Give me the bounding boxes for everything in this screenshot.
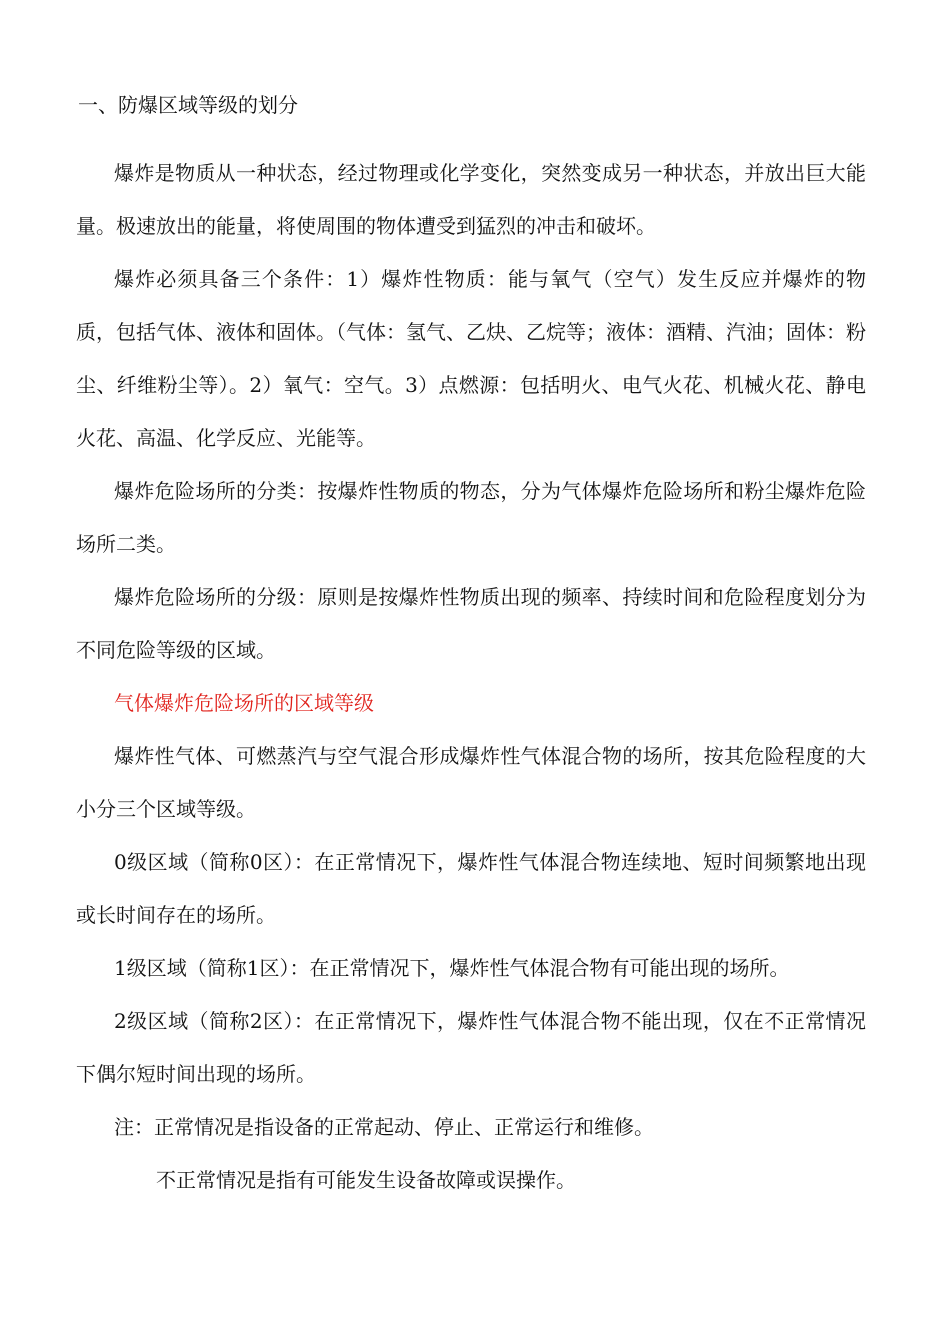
paragraph-zone-0: 0级区域（简称0区）：在正常情况下，爆炸性气体混合物连续地、短时间频繁地出现或长时间存在的场所。 [76, 850, 866, 927]
paragraph-zone-1: 1级区域（简称1区）：在正常情况下，爆炸性气体混合物有可能出现的场所。 [114, 956, 790, 980]
section-heading: 一、防爆区域等级的划分 [78, 93, 298, 117]
paragraph-zone-2: 2级区域（简称2区）：在正常情况下，爆炸性气体混合物不能出现，仅在不正常情况下偶尔短时间出现的场所。 [76, 1009, 866, 1086]
subheading-gas-zones: 气体爆炸危险场所的区域等级 [114, 691, 374, 715]
paragraph-gas-zone-intro: 爆炸性气体、可燃蒸汽与空气混合形成爆炸性气体混合物的场所，按其危险程度的大小分三个区域等级。 [76, 744, 866, 821]
paragraph-explosion-conditions: 爆炸必须具备三个条件：1）爆炸性物质：能与氧气（空气）发生反应并爆炸的物质，包括气体、液体和固体。（气体：氢气、乙炔、乙烷等；液体：酒精、汽油；固体：粉尘、纤维粉尘等）。2）氧气：空气。3）点燃源：包括明火、电气火花、机械火花、静电火花、高温、化学反应、光能等。 [76, 267, 866, 450]
paragraph-hazard-classification: 爆炸危险场所的分类：按爆炸性物质的物态，分为气体爆炸危险场所和粉尘爆炸危险场所二类。 [76, 479, 866, 556]
paragraph-hazard-grading: 爆炸危险场所的分级：原则是按爆炸性物质出现的频率、持续时间和危险程度划分为不同危险等级的区域。 [76, 585, 866, 662]
paragraph-note: 注：正常情况是指设备的正常起动、停止、正常运行和维修。 [114, 1115, 654, 1139]
paragraph-explosion-definition: 爆炸是物质从一种状态，经过物理或化学变化，突然变成另一种状态，并放出巨大能量。极速放出的能量，将使周围的物体遭受到猛烈的冲击和破坏。 [76, 161, 866, 238]
paragraph-note-continued: 不正常情况是指有可能发生设备故障或误操作。 [156, 1168, 576, 1192]
